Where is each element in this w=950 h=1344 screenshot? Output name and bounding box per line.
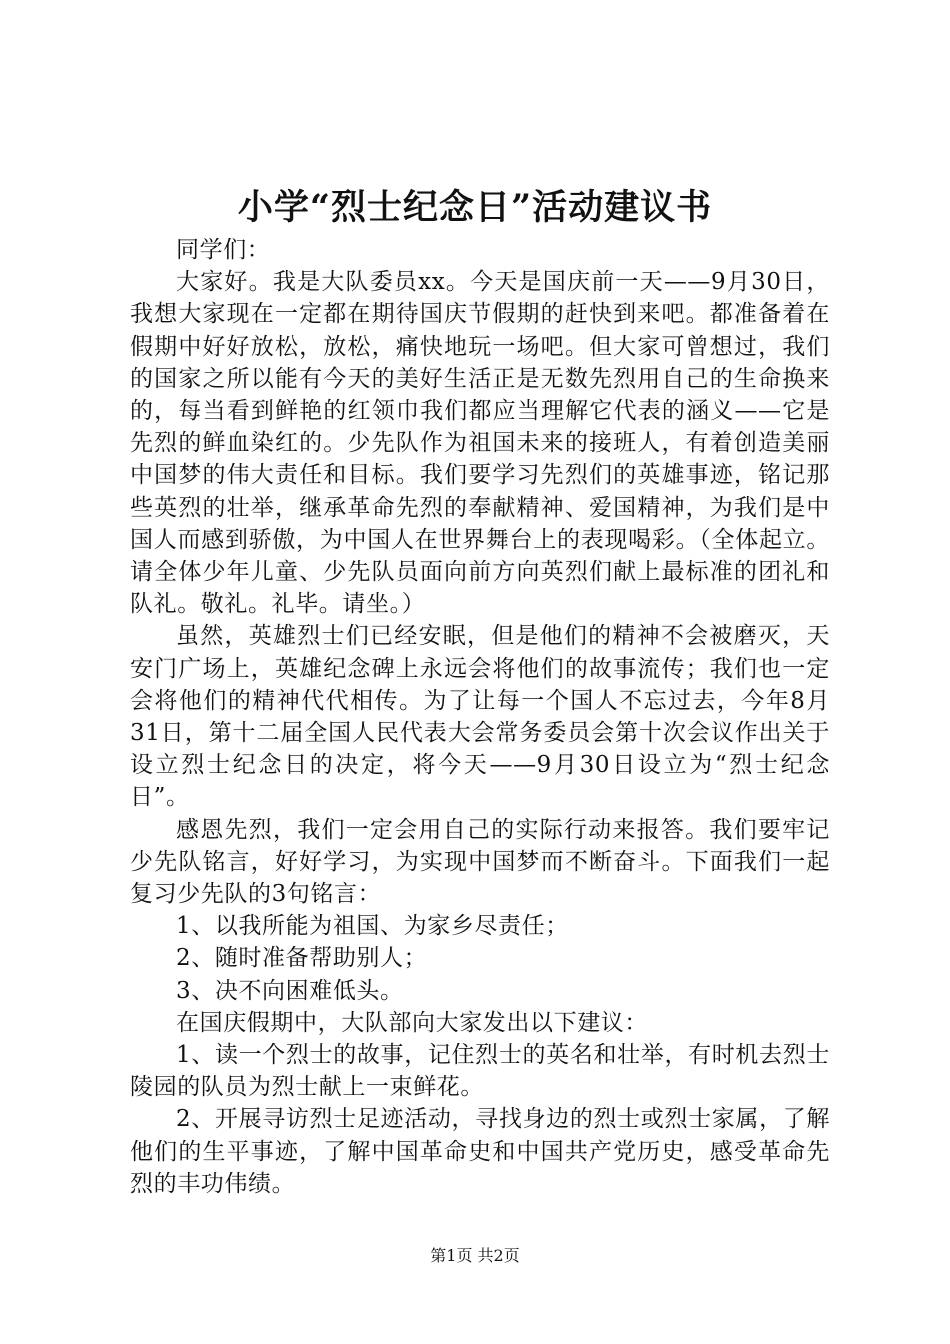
document-body [130,234,830,1200]
motto-item: 2、随时准备帮助别人； [176,945,428,972]
body-paragraph: 在国庆假期中，大队部向大家发出以下建议： [176,1009,648,1036]
motto-item: 1、以我所能为祖国、为家乡尽责任； [176,913,569,940]
page-number-footer: 第1页 共2页 [430,1246,520,1265]
body-paragraph: 虽然，英雄烈士们已经安眠，但是他们的精神不会被磨灭，天安门广场上，英雄纪念碑上永远会将他们的故事流传；我们也一定会将他们的精神代代相传。为了让每一个国人不忘过去，今年8月31日，第十二届全国人民代表大会常务委员会第十次会议作出关于设立烈士纪念日的决定，将今天——9月30日设立为“烈士纪念日”。 [130,623,830,811]
document-title: 小学“烈士纪念日”活动建议书 [237,187,713,228]
body-paragraph: 感恩先烈，我们一定会用自己的实际行动来报答。我们要牢记少先队铭言，好好学习，为实现中国梦而不断奋斗。下面我们一起复习少先队的3句铭言： [130,816,830,908]
body-paragraph: 大家好。我是大队委员xx。今天是国庆前一天——9月30日，我想大家现在一定都在期待国庆节假期的赶快到来吧。都准备着在假期中好好放松，放松，痛快地玩一场吧。但大家可曾想过，我们的国家之所以能有今天的美好生活正是无数先烈用自己的生命换来的，每当看到鲜艳的红领巾我们都应当理解它代表的涵义——它是先烈的鲜血染红的。少先队作为祖国未来的接班人，有着创造美丽中国梦的伟大责任和目标。我们要学习先烈们的英雄事迹，铭记那些英烈的壮举，继承革命先烈的奉献精神、爱国精神，为我们是中国人而感到骄傲，为中国人在世界舞台上的表现喝彩。（全体起立。请全体少年儿童、少先队员面向前方向英烈们献上最标准的团礼和队礼。敬礼。礼毕。请坐。） [130,269,830,618]
greeting-paragraph: 同学们： [176,237,271,263]
motto-item: 3、决不向困难低头。 [176,977,404,1004]
suggestion-item: 2、开展寻访烈士足迹活动，寻找身边的烈士或烈士家属，了解他们的生平事迹，了解中国革命史和中国共产党历史，感受革命先烈的丰功伟绩。 [130,1106,830,1197]
suggestion-item: 1、读一个烈士的故事，记住烈士的英名和壮举，有时机去烈士陵园的队员为烈士献上一束鲜花。 [130,1042,830,1101]
